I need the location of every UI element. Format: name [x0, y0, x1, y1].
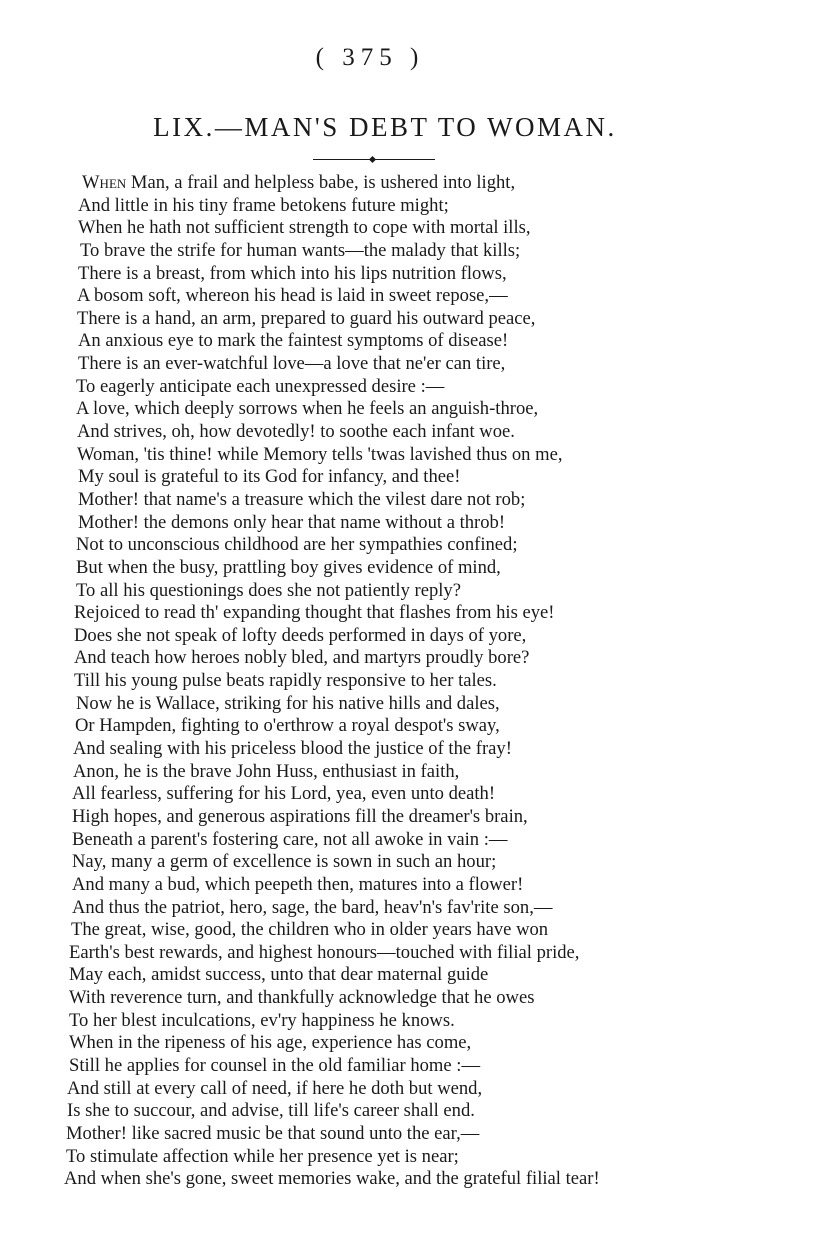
poem-line: To stimulate affection while her presence yet is near;	[66, 1145, 459, 1167]
poem-line-text: Man, a frail and helpless babe, is ushered into light,	[126, 172, 516, 193]
poem-line: Woman, 'tis thine! while Memory tells 'twas lavished thus on me,	[77, 443, 563, 465]
poem-line: Anon, he is the brave John Huss, enthusiast in faith,	[73, 760, 460, 782]
poem-line: High hopes, and generous aspirations fill the dreamer's brain,	[72, 805, 528, 827]
poem-line: With reverence turn, and thankfully acknowledge that he owes	[69, 987, 535, 1009]
poem-line: And many a bud, which peepeth then, matures into a flower!	[72, 873, 524, 895]
poem-line: All fearless, suffering for his Lord, yea, even unto death!	[72, 783, 496, 805]
poem-title: LIX.—MAN'S DEBT TO WOMAN.	[153, 112, 617, 142]
poem-line: And when she's gone, sweet memories wake, and the grateful filial tear!	[64, 1168, 600, 1190]
poem-line: Is she to succour, and advise, till life's career shall end.	[67, 1100, 475, 1122]
poem-line: Not to unconscious childhood are her sympathies confined;	[76, 534, 518, 556]
poem-line: And little in his tiny frame betokens future might;	[78, 194, 449, 216]
title-divider	[313, 157, 435, 163]
poem-line: When in the ripeness of his age, experience has come,	[69, 1032, 472, 1054]
poem-line: The great, wise, good, the children who in older years have won	[71, 919, 549, 941]
poem-line: Till his young pulse beats rapidly responsive to her tales.	[74, 670, 497, 692]
poem-line: A love, which deeply sorrows when he feels an anguish-throe,	[76, 398, 539, 420]
poem-line: An anxious eye to mark the faintest symptoms of disease!	[78, 330, 509, 352]
poem-line: Nay, many a germ of excellence is sown in such an hour;	[72, 851, 497, 873]
poem-line: Earth's best rewards, and highest honours—touched with filial pride,	[69, 941, 580, 963]
poem-line: There is a breast, from which into his lips nutrition flows,	[78, 262, 507, 284]
poem-line: And strives, oh, how devotedly! to soothe each infant woe.	[77, 421, 515, 443]
poem-line: There is a hand, an arm, prepared to guard his outward peace,	[77, 307, 536, 329]
poem-line: Or Hampden, fighting to o'erthrow a royal despot's sway,	[75, 715, 500, 737]
poem-line: Beneath a parent's fostering care, not all awoke in vain :—	[72, 828, 508, 850]
poem-line: And still at every call of need, if here he doth but wend,	[67, 1077, 483, 1099]
poem-line: And thus the patriot, hero, sage, the bard, heav'n's fav'rite son,—	[72, 896, 553, 918]
poem-line: And sealing with his priceless blood the justice of the fray!	[73, 738, 512, 760]
poem-line: To all his questionings does she not patiently reply?	[76, 579, 461, 601]
poem-line: To brave the strife for human wants—the malady that kills;	[80, 239, 521, 261]
poem-line: To eagerly anticipate each unexpressed desire :—	[76, 375, 445, 397]
poem-line: Rejoiced to read th' expanding thought that flashes from his eye!	[74, 602, 555, 624]
poem-line: To her blest inculcations, ev'ry happiness he knows.	[69, 1009, 455, 1031]
poem-line: My soul is grateful to its God for infancy, and thee!	[78, 466, 461, 488]
poem-body	[64, 172, 764, 1191]
poem-line: And teach how heroes nobly bled, and martyrs proudly bore?	[74, 647, 530, 669]
poem-line: Now he is Wallace, striking for his native hills and dales,	[76, 692, 500, 714]
poem-line	[64, 172, 764, 195]
poem-line: When he hath not sufficient strength to cope with mortal ills,	[78, 217, 531, 239]
poem-line: Mother! the demons only hear that name without a throb!	[78, 511, 506, 533]
poem-line: Mother! that name's a treasure which the vilest dare not rob;	[78, 488, 526, 510]
drop-word: When	[82, 172, 127, 193]
poem-line: A bosom soft, whereon his head is laid in sweet repose,—	[77, 285, 508, 307]
poem-line: There is an ever-watchful love—a love that ne'er can tire,	[78, 353, 506, 375]
poem-line: Does she not speak of lofty deeds performed in days of yore,	[74, 624, 527, 646]
poem-line: Mother! like sacred music be that sound unto the ear,—	[66, 1122, 480, 1144]
poem-line: May each, amidst success, unto that dear maternal guide	[69, 964, 489, 986]
divider-diamond-ornament	[369, 156, 376, 163]
page-number: ( 375 )	[315, 44, 425, 71]
poem-line: But when the busy, prattling boy gives evidence of mind,	[76, 556, 501, 578]
poem-line: Still he applies for counsel in the old familiar home :—	[69, 1054, 481, 1076]
